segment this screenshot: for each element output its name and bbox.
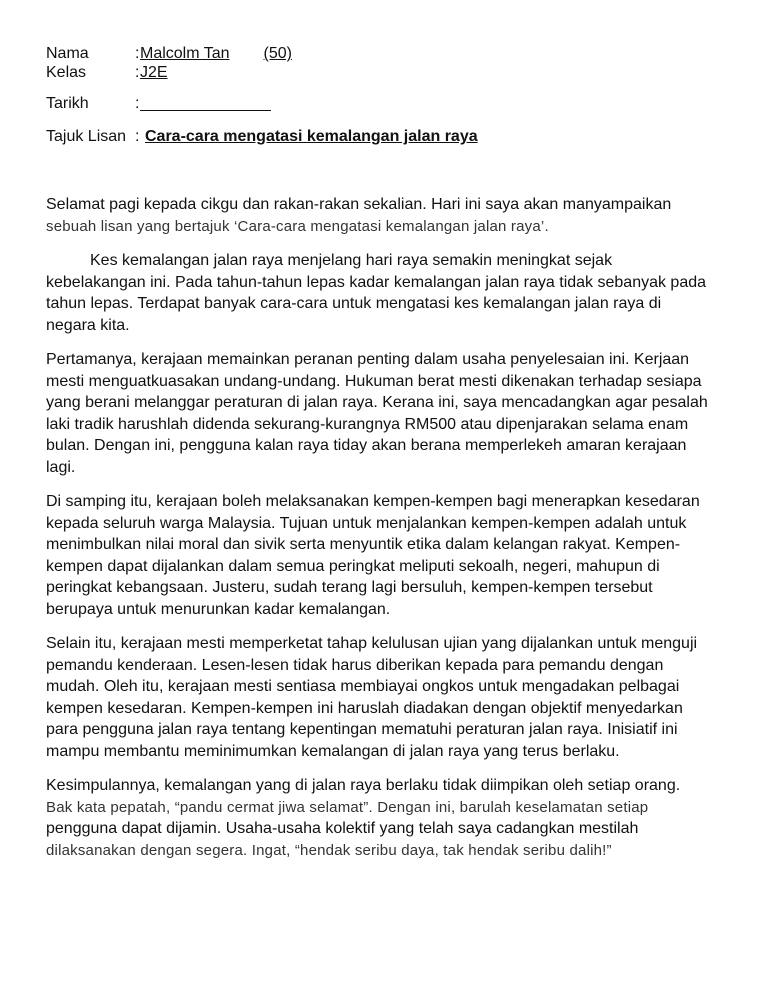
paragraph-line: mampu membantu meminimumkan kemalangan di jalan raya yang terus berlaku. — [46, 742, 620, 760]
paragraph-line: tahun lepas. Terdapat banyak cara-cara untuk mengatasi kes kemalangan jalan raya di — [46, 295, 662, 313]
paragraph-line: kempen dapat dijalankan dalam semua peringkat meliputi sekoalh, negeri, mahupun di — [46, 557, 660, 575]
paragraph-line: mudah. Oleh itu, kerajaan mesti sentiasa membiayai ongkos untuk mengadakan pelbagai — [46, 678, 680, 696]
paragraph-line: Selamat pagi kepada cikgu dan rakan-rakan sekalian. Hari ini saya akan manyampaikan — [46, 196, 672, 213]
paragraph-line: Pertamanya, kerajaan memainkan peranan penting dalam usaha penyelesaian ini. Kerjaan — [46, 351, 690, 368]
paragraph-greeting — [46, 194, 722, 237]
paragraph-di-samping-itu — [46, 491, 722, 621]
paragraph-line: Bak kata pepatah, “pandu cermat jiwa selamat”. Dengan ini, barulah keselamatan setiap — [46, 798, 649, 816]
kelas-colon: : — [135, 64, 140, 81]
nama-value — [140, 45, 292, 62]
tajuk-value: Cara-cara mengatasi kemalangan jalan raya — [145, 128, 478, 145]
paragraph-line: lagi. — [46, 458, 76, 476]
paragraph-line: kempen kesedaran. Kempen-kempen ini haruslah diadakan dengan objektif menyedarkan — [46, 699, 683, 717]
paragraph-line: Kes kemalangan jalan raya menjelang hari raya semakin meningkat sejak — [90, 252, 613, 269]
paragraph-line: Kesimpulannya, kemalangan yang di jalan raya berlaku tidak diimpikan oleh setiap orang. — [46, 777, 681, 794]
paragraph-line: kepada seluruh warga Malaysia. Tujuan untuk menjalankan kempen-kempen adalah untuk — [46, 514, 687, 532]
paragraph-pertamanya — [46, 349, 722, 479]
tajuk-label: Tajuk Lisan — [46, 128, 127, 145]
tarikh-colon: : — [135, 95, 140, 112]
kelas-value: J2E — [140, 64, 168, 81]
paragraph-line: Di samping itu, kerajaan boleh melaksanakan kempen-kempen bagi menerapkan kesedaran — [46, 493, 700, 510]
kelas-label: Kelas — [46, 64, 87, 81]
paragraph-line: para pengguna jalan raya tentang kepentingan mematuhi peraturan jalan raya. Inisiatif ini — [46, 721, 678, 739]
nama-value-group — [140, 45, 292, 63]
tajuk-colon: : — [135, 128, 140, 145]
tarikh-label: Tarikh — [46, 95, 89, 112]
paragraph-kesimpulannya — [46, 775, 722, 861]
nama-colon: : — [135, 45, 140, 62]
paragraph-line: dilaksanakan dengan segera. Ingat, “hendak seribu daya, tak hendak seribu dalih!” — [46, 841, 612, 859]
paragraph-line: pemandu kenderaan. Lesen-lesen tidak harus diberikan kepada para pemandu dengan — [46, 656, 664, 674]
paragraph-line: Selain itu, kerajaan mesti memperketat tahap kelulusan ujian yang dijalankan untuk menguji — [46, 635, 698, 652]
paragraph-line: kebelakangan ini. Pada tahun-tahun lepas kadar kemalangan jalan raya tidak sebanyak pada — [46, 273, 707, 291]
tarikh-blank — [140, 95, 271, 116]
paragraph-line: menimbulkan nilai moral dan sivik serta menyuntik etika dalam kelangan rakyat. Kempen- — [46, 536, 681, 554]
paragraph-line: yang berani melanggar peraturan di jalan raya. Kerana ini, saya mencadangkan agar pesalah — [46, 394, 708, 412]
paragraph-line: sebuah lisan yang bertajuk ‘Cara-cara mengatasi kemalangan jalan raya’. — [46, 217, 549, 235]
paragraph-selain-itu — [46, 633, 722, 763]
paragraph-line: negara kita. — [46, 316, 130, 334]
nama-number: (50) — [263, 45, 292, 62]
nama-name: Malcolm Tan — [140, 45, 230, 62]
paragraph-line: bulan. Dengan ini, pengguna kalan raya tiday akan berana memperlekeh amaran kerajaan — [46, 437, 687, 455]
paragraph-intro — [46, 250, 722, 336]
nama-label: Nama — [46, 45, 89, 62]
paragraph-line: laki tradik harushlah didenda sekurang-kurangnya RM500 atau dipenjarakan selama enam — [46, 415, 689, 433]
tarikh-blank-line — [140, 95, 271, 111]
paragraph-line: mesti menguatkuasakan undang-undang. Hukuman berat mesti dikenakan terhadap sesiapa — [46, 372, 702, 390]
paragraph-line: pengguna dapat dijamin. Usaha-usaha kolektif yang telah saya cadangkan mestilah — [46, 820, 639, 838]
paragraph-line: peringkat kebangsaan. Justeru, sudah terang lagi bersuluh, kempen-kempen tersebut — [46, 579, 653, 597]
paragraph-line: berupaya untuk menurunkan kadar kemalangan. — [46, 600, 391, 618]
